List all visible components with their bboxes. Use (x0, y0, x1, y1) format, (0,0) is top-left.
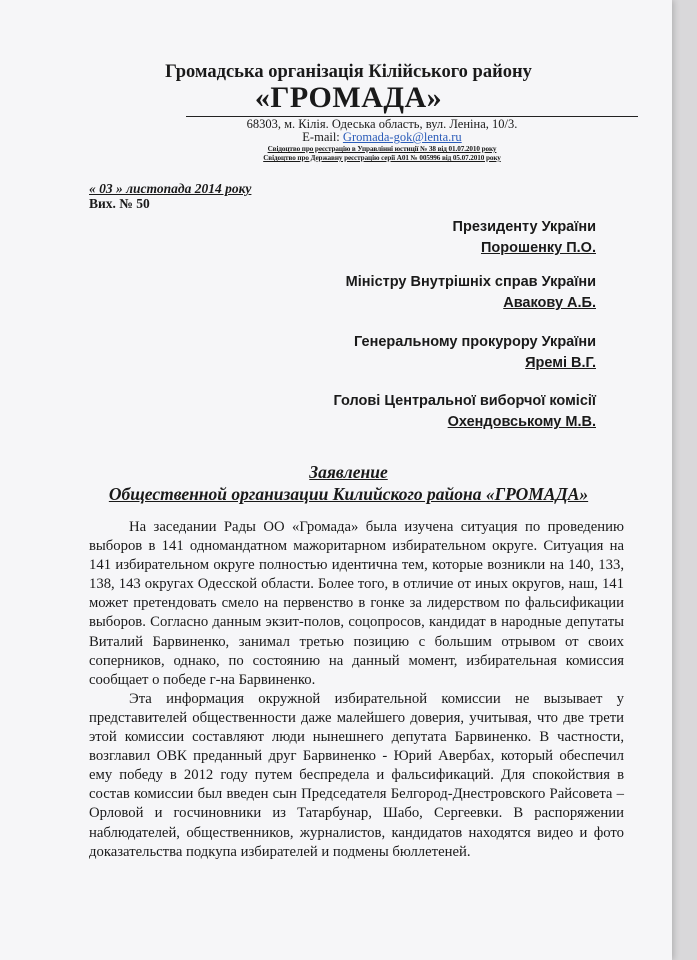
addressee-position: Президенту України (452, 219, 596, 235)
outgoing-number: Вих. № 50 (89, 196, 150, 211)
statement-body (89, 518, 624, 862)
addressee-name: Яремі В.Г. (525, 355, 596, 371)
organization-name: «ГРОМАДА» (254, 81, 443, 114)
addressee-position: Голові Центральної виборчої комісії (333, 393, 596, 409)
addressee-name: Авакову А.Б. (503, 295, 596, 311)
addressee-position: Міністру Внутрішніх справ України (345, 274, 596, 290)
addressee-name: Охендовському М.В. (447, 414, 596, 430)
registration-certificate-justice: Свідоцтво про реєстрацію в Управлінні юстиції № 38 від 01.07.2010 року (267, 145, 497, 153)
addressee-interior-minister (346, 272, 596, 314)
addressee-name: Порошенку П.О. (480, 240, 596, 256)
statement-paragraph: Эта информация окружной избирательной комиссии не вызывает у представителей общественности даже малейшего доверия, учитывая, что две трети этой комиссии составляют люди нынешнего депутата Барвиненко. В частности, возглавил ОВК преданный друг Барвиненко - Юрий Авербах, который обеспечил ему победу в 2012 году путем беспредела и фальсификаций. Для спокойствия в состав комиссии был введен сын Председателя Белгород-Днестровского Райсовета – Орловой и госчиновники из Татарбунар, Шабо, Сергеевки. В распоряжении наблюдателей, общественников, журналистов, кандидатов находятся видео и фото доказательства подкупа избирателей и подмены бюллетеней. (89, 690, 624, 860)
statement-title: Заявление (309, 462, 388, 482)
organization-email (152, 130, 612, 145)
addressee-cec-head (334, 391, 596, 433)
addressee-position: Генеральному прокурору України (354, 334, 596, 350)
organization-address: 68303, м. Кілія. Одеська область, вул. Леніна, 10/3. (246, 117, 518, 131)
letter-date: « 03 » листопада 2014 року (89, 181, 252, 196)
email-link[interactable]: Gromada-gok@lenta.ru (342, 130, 462, 144)
addressee-prosecutor-general (354, 332, 596, 374)
statement-paragraph: На заседании Рады ОО «Громада» была изучена ситуация по проведению выборов в 141 одномандатном мажоритарном избирательном округе. Ситуация на 141 избирательном округе полностью идентична тем, которые возникли на 140, 133, 138, 143 округах Одесской области. Более того, в отличие от иных округов, наш, 141 может претендовать смело на первенство в гонке за лидерством по фальсификации выборов. Согласно данным экзит-полов, соцопросов, кандидат в народные депутаты Виталий Барвиненко, занимал третью позицию с большим отрывом от своих соперников, однако, по состоянию на данный момент, избирательная комиссия сообщает о победе г-на Барвиненко. (89, 519, 624, 688)
statement-subtitle: Общественной организации Килийского района «ГРОМАДА» (108, 484, 589, 504)
organization-title: Громадська організація Кілійського району (165, 62, 532, 82)
addressee-president (453, 217, 596, 259)
email-label: E-mail: (302, 130, 340, 144)
registration-certificate-state: Свідоцтво про Державну реєстрацію серії А01 № 005996 від 05.07.2010 року (263, 154, 501, 162)
